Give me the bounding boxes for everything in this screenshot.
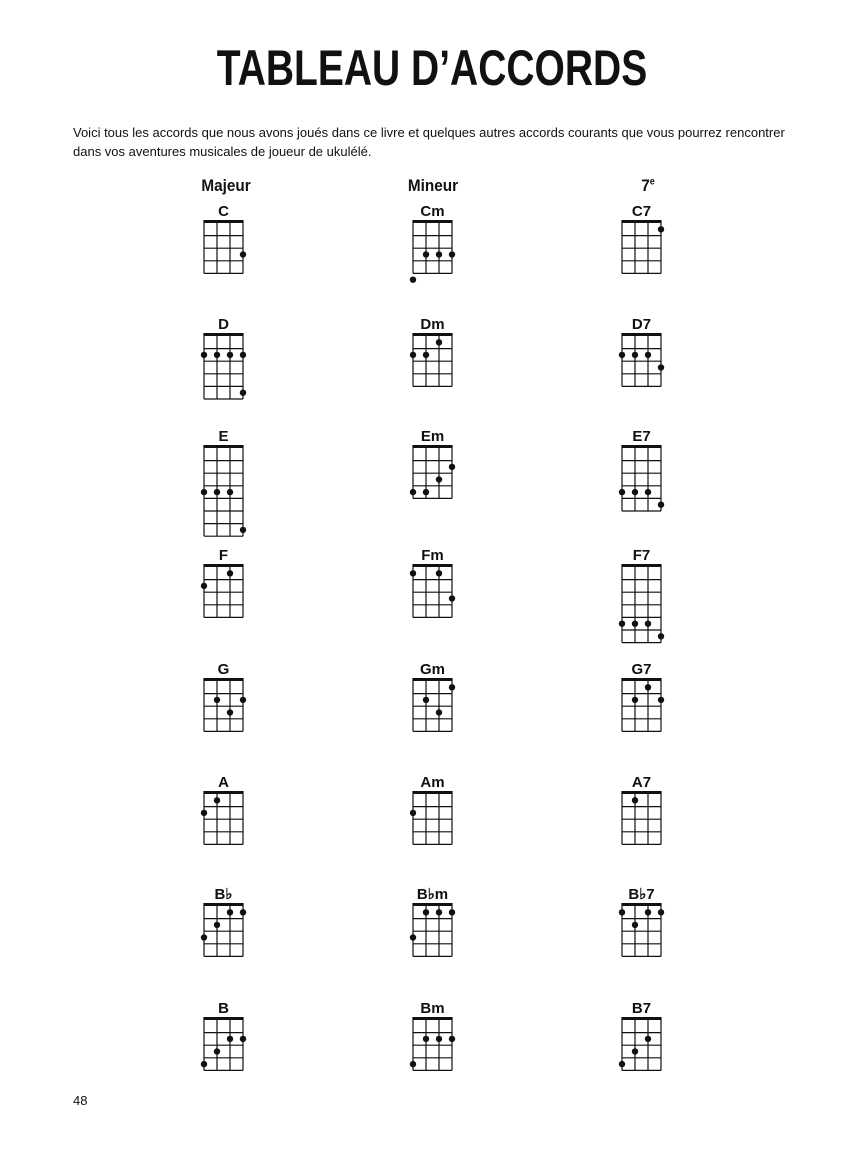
finger-dot	[619, 352, 625, 358]
chord-diagram	[204, 203, 247, 273]
column-heading-septieme-text: 7	[641, 176, 650, 195]
finger-dot	[436, 476, 442, 482]
finger-dot	[240, 527, 246, 533]
finger-dot	[658, 364, 664, 370]
finger-dot	[410, 934, 416, 940]
finger-dot	[227, 570, 233, 576]
chord-nut	[413, 1017, 453, 1020]
chord-diagram	[201, 774, 244, 844]
finger-dot	[214, 697, 220, 703]
intro-paragraph: Voici tous les accords que nous avons joués dans ce livre et quelques autres accords courants que vous pourrez rencontrer dans vos aventures musicales de joueur de ukulélé.	[73, 125, 785, 159]
chord-nut	[622, 678, 662, 681]
finger-dot	[658, 502, 664, 508]
chord-name: C	[218, 203, 229, 220]
chord-name: F	[218, 547, 229, 564]
chord-name: E	[218, 428, 229, 445]
finger-dot	[214, 352, 220, 358]
finger-dot	[632, 697, 638, 703]
finger-dot	[201, 934, 207, 940]
chord-diagram	[622, 661, 665, 731]
finger-dot	[619, 489, 625, 495]
chord-nut	[204, 333, 244, 336]
finger-dot	[240, 697, 246, 703]
finger-dot	[436, 909, 442, 915]
finger-dot	[410, 810, 416, 816]
finger-dot	[410, 352, 416, 358]
finger-dot	[436, 709, 442, 715]
finger-dot	[658, 633, 664, 639]
chord-name: Fm	[421, 547, 444, 564]
finger-dot	[240, 1036, 246, 1042]
chord-nut	[413, 220, 453, 223]
chord-nut	[622, 1017, 662, 1020]
chord-diagram	[619, 428, 664, 511]
finger-dot	[658, 909, 664, 915]
finger-dot	[632, 352, 638, 358]
chord-diagram	[204, 661, 247, 731]
chord-name: F7	[632, 547, 651, 564]
chord-diagram	[619, 886, 664, 956]
chord-diagram	[410, 774, 453, 844]
chord-nut	[204, 445, 244, 448]
page-number: 48	[73, 1093, 88, 1108]
chord-name: Am	[420, 774, 445, 791]
finger-dot	[227, 352, 233, 358]
chord-name: G	[217, 661, 230, 678]
chord-name: G7	[631, 661, 652, 678]
chord-diagram	[201, 1000, 246, 1070]
finger-dot	[201, 583, 207, 589]
finger-dot	[227, 709, 233, 715]
finger-dot	[423, 251, 429, 257]
finger-dot	[436, 1036, 442, 1042]
chord-diagram	[201, 316, 246, 399]
chord-name: C7	[631, 203, 652, 220]
chord-name: B	[218, 1000, 229, 1017]
chord-diagram	[622, 203, 665, 273]
chord-name: Gm	[419, 661, 446, 678]
finger-dot	[240, 352, 246, 358]
column-heading-mineur: Mineur	[407, 176, 459, 195]
page-title: TABLEAU D’ACCORDS	[216, 40, 648, 96]
finger-dot	[423, 352, 429, 358]
finger-dot	[201, 489, 207, 495]
finger-dot	[410, 489, 416, 495]
chord-name: Dm	[420, 316, 445, 333]
chord-name: E7	[632, 428, 651, 445]
chord-diagram	[201, 428, 246, 536]
chord-diagram	[619, 547, 664, 643]
chord-nut	[622, 791, 662, 794]
finger-dot	[645, 1036, 651, 1042]
chord-name: Em	[420, 428, 445, 445]
chord-nut	[204, 678, 244, 681]
chord-name: B♭m	[416, 886, 449, 903]
finger-dot	[410, 277, 416, 283]
chord-name: A	[218, 774, 229, 791]
chord-diagram	[201, 886, 246, 956]
chord-diagram	[622, 774, 662, 844]
chord-nut	[204, 791, 244, 794]
finger-dot	[645, 352, 651, 358]
chord-nut	[413, 678, 453, 681]
finger-dot	[619, 909, 625, 915]
finger-dot	[201, 352, 207, 358]
chord-diagram	[410, 886, 455, 956]
finger-dot	[632, 922, 638, 928]
finger-dot	[436, 251, 442, 257]
finger-dot	[632, 489, 638, 495]
chord-name: B7	[631, 1000, 652, 1017]
finger-dot	[423, 489, 429, 495]
finger-dot	[214, 489, 220, 495]
chord-name: Cm	[420, 203, 445, 220]
chord-nut	[413, 333, 453, 336]
chord-nut	[413, 445, 453, 448]
chord-diagram	[619, 316, 664, 386]
finger-dot	[240, 909, 246, 915]
finger-dot	[449, 1036, 455, 1042]
chord-name: D	[218, 316, 229, 333]
chord-diagram	[410, 547, 455, 617]
finger-dot	[423, 909, 429, 915]
finger-dot	[227, 909, 233, 915]
finger-dot	[449, 684, 455, 690]
chord-nut	[204, 220, 244, 223]
finger-dot	[449, 464, 455, 470]
finger-dot	[658, 226, 664, 232]
chord-diagram	[201, 547, 244, 617]
finger-dot	[410, 1061, 416, 1067]
finger-dot	[619, 621, 625, 627]
chord-nut	[413, 903, 453, 906]
chord-diagram	[413, 661, 456, 731]
chord-nut	[622, 333, 662, 336]
chord-diagram	[410, 1000, 455, 1070]
column-heading-septieme-sup: e	[649, 176, 655, 188]
chord-nut	[622, 220, 662, 223]
finger-dot	[423, 697, 429, 703]
finger-dot	[227, 489, 233, 495]
chord-name: B♭	[214, 886, 233, 903]
chord-diagram	[619, 1000, 662, 1070]
finger-dot	[619, 1061, 625, 1067]
finger-dot	[201, 810, 207, 816]
chord-name: A7	[631, 774, 652, 791]
chord-nut	[622, 445, 662, 448]
finger-dot	[227, 1036, 233, 1042]
finger-dot	[240, 251, 246, 257]
finger-dot	[645, 621, 651, 627]
finger-dot	[645, 909, 651, 915]
chord-nut	[204, 903, 244, 906]
finger-dot	[449, 909, 455, 915]
finger-dot	[410, 570, 416, 576]
finger-dot	[423, 1036, 429, 1042]
column-heading-majeur: Majeur	[201, 176, 251, 195]
finger-dot	[436, 570, 442, 576]
finger-dot	[214, 922, 220, 928]
chord-name: D7	[631, 316, 652, 333]
chord-name: B♭7	[628, 886, 655, 903]
finger-dot	[658, 697, 664, 703]
finger-dot	[632, 621, 638, 627]
chord-diagram	[410, 203, 455, 283]
chord-diagram	[410, 316, 453, 386]
chord-nut	[413, 791, 453, 794]
finger-dot	[449, 251, 455, 257]
finger-dot	[632, 1048, 638, 1054]
finger-dot	[240, 390, 246, 396]
chord-nut	[204, 564, 244, 567]
finger-dot	[436, 339, 442, 345]
finger-dot	[214, 797, 220, 803]
chord-diagram	[410, 428, 455, 498]
finger-dot	[632, 797, 638, 803]
finger-dot	[645, 489, 651, 495]
finger-dot	[645, 684, 651, 690]
finger-dot	[201, 1061, 207, 1067]
chord-name: Bm	[420, 1000, 445, 1017]
chord-nut	[622, 903, 662, 906]
finger-dot	[449, 595, 455, 601]
chord-nut	[622, 564, 662, 567]
finger-dot	[214, 1048, 220, 1054]
chord-nut	[413, 564, 453, 567]
chord-nut	[204, 1017, 244, 1020]
